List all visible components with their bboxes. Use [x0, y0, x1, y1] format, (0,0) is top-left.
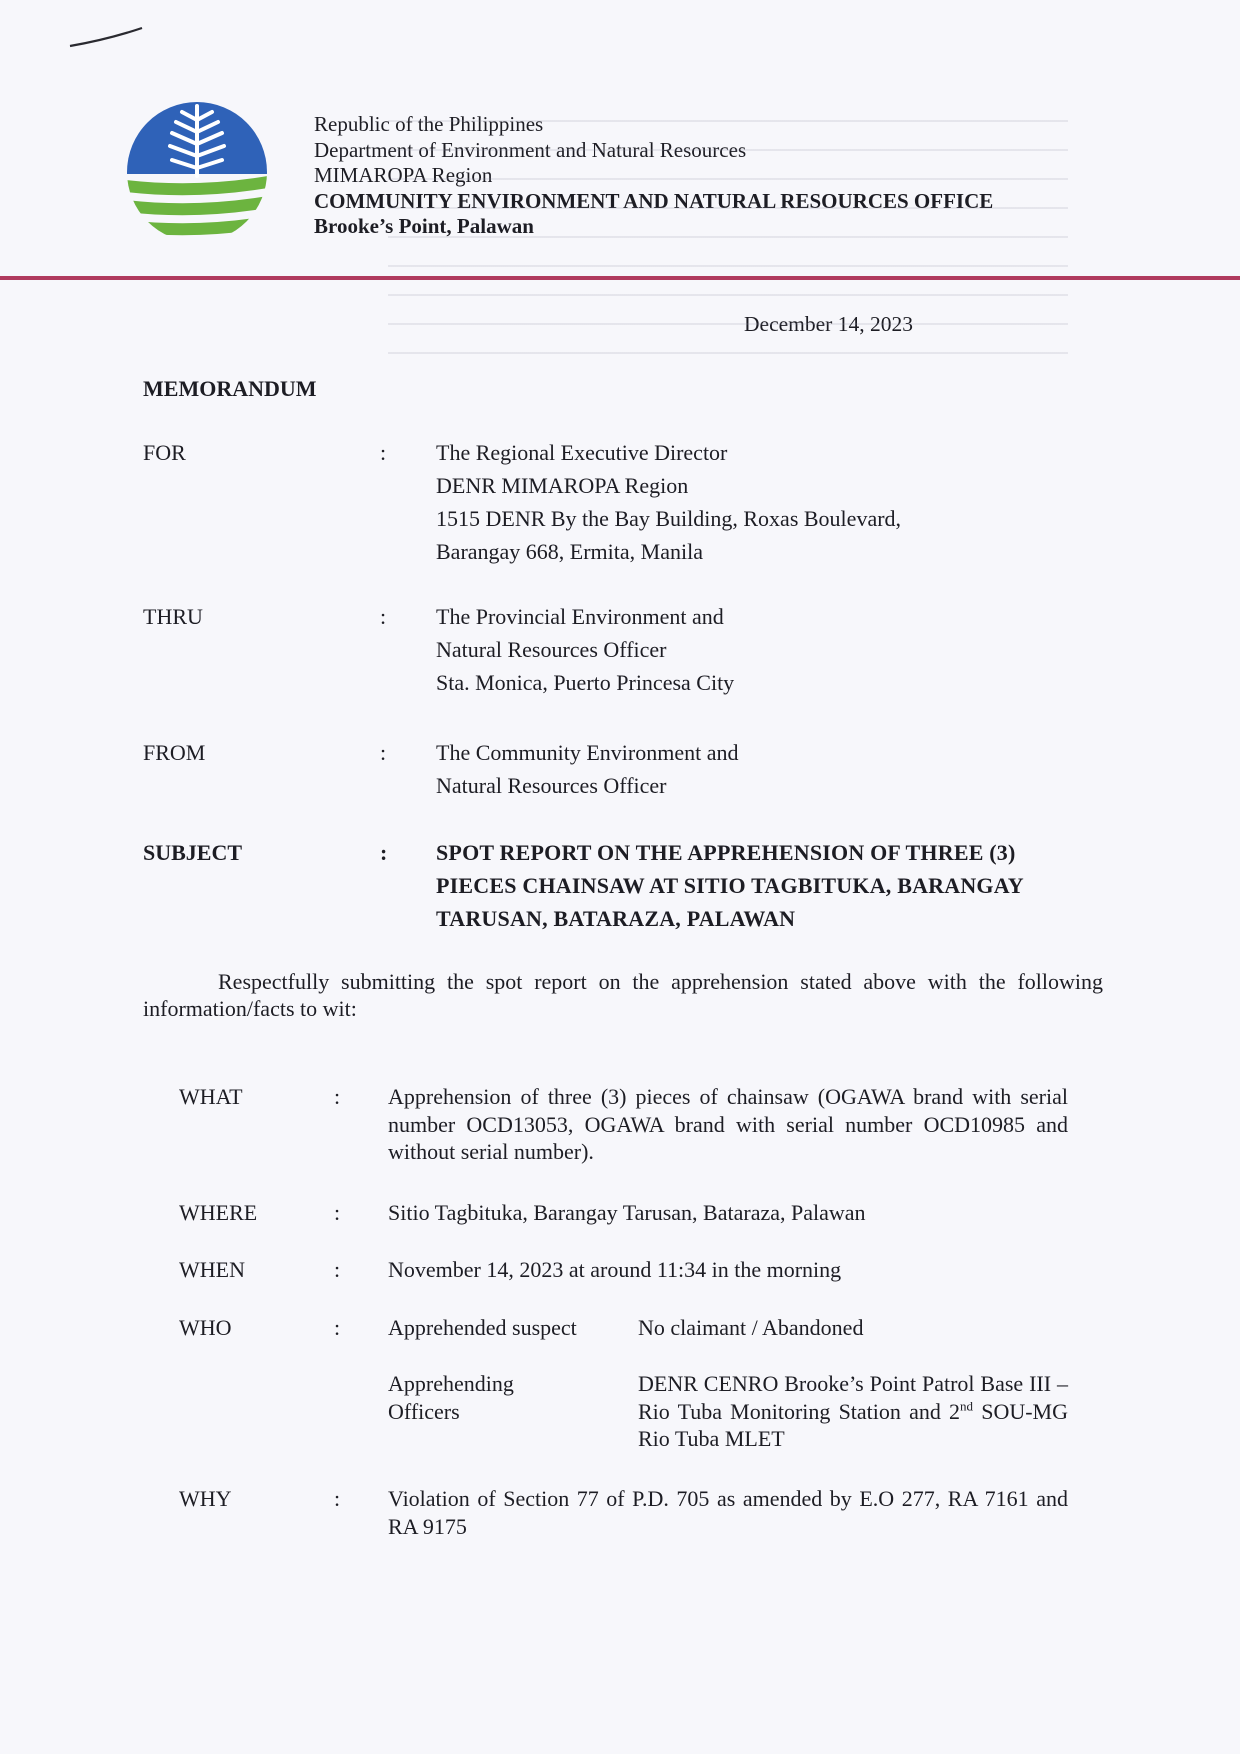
what-value: Apprehension of three (3) pieces of chainsaw (OGAWA brand with serial number OCD13053, OGAWA brand with serial number OCD10985 and without serial number).: [388, 1084, 1068, 1164]
from-line: Natural Resources Officer: [436, 773, 667, 798]
from-label: FROM: [143, 740, 206, 765]
when-colon: :: [334, 1257, 341, 1282]
pen-stroke-mark: [68, 22, 148, 52]
subject-line: SPOT REPORT ON THE APPREHENSION OF THREE (3): [436, 840, 1016, 865]
header-region: MIMAROPA Region: [314, 163, 493, 187]
why-value: Violation of Section 77 of P.D. 705 as amended by E.O 277, RA 7161 and RA 9175: [388, 1486, 1068, 1539]
from-sender: [436, 736, 1116, 802]
bleed-through-texture: [388, 120, 1068, 380]
who-colon: :: [334, 1315, 341, 1340]
from-colon: :: [380, 740, 387, 765]
why-label: WHY: [179, 1486, 232, 1511]
header-office: COMMUNITY ENVIRONMENT AND NATURAL RESOURCES OFFICE: [314, 188, 994, 213]
subject-label: SUBJECT: [143, 840, 243, 865]
officers-text-b: SOU-MG Rio Tuba MLET: [638, 1398, 1068, 1451]
intro-paragraph: [143, 968, 1103, 1022]
subject-line: TARUSAN, BATARAZA, PALAWAN: [436, 906, 796, 931]
thru-recipient: [436, 600, 1116, 699]
thru-colon: :: [380, 604, 387, 629]
for-colon: :: [380, 440, 387, 465]
who-label: WHO: [179, 1315, 232, 1340]
memo-date: December 14, 2023: [744, 312, 913, 336]
memo-title: MEMORANDUM: [143, 376, 317, 401]
officers-text-a: DENR CENRO Brooke’s Point Patrol Base III – Rio Tuba Monitoring Station and 2: [638, 1371, 1068, 1424]
what-label: WHAT: [179, 1084, 243, 1109]
subject-colon: :: [380, 840, 388, 865]
for-line: The Regional Executive Director: [436, 440, 728, 465]
thru-line: Sta. Monica, Puerto Princesa City: [436, 670, 735, 695]
why-colon: :: [334, 1486, 341, 1511]
header-republic: Republic of the Philippines: [314, 112, 544, 136]
suspect-label: Apprehended suspect: [388, 1315, 577, 1340]
header-location: Brooke’s Point, Palawan: [314, 214, 534, 238]
thru-line: Natural Resources Officer: [436, 637, 667, 662]
what-colon: :: [334, 1084, 341, 1109]
officers-label: Apprehending Officers: [388, 1371, 514, 1424]
where-value: Sitio Tagbituka, Barangay Tarusan, Bataraza, Palawan: [388, 1200, 866, 1225]
for-line: 1515 DENR By the Bay Building, Roxas Boulevard,: [436, 506, 902, 531]
when-label: WHEN: [179, 1257, 245, 1282]
intro-text: Respectfully submitting the spot report on the apprehension stated above with the following information/facts to wit:: [143, 969, 1103, 1021]
when-value: November 14, 2023 at around 11:34 in the morning: [388, 1257, 842, 1282]
thru-line: The Provincial Environment and: [436, 604, 724, 629]
for-line: DENR MIMAROPA Region: [436, 473, 689, 498]
from-line: The Community Environment and: [436, 740, 739, 765]
officers-ordinal: nd: [960, 1398, 974, 1414]
officers-value: [638, 1370, 1068, 1453]
header-department: Department of Environment and Natural Resources: [314, 137, 747, 162]
for-recipient: [436, 436, 1116, 568]
where-colon: :: [334, 1200, 341, 1225]
suspect-value: No claimant / Abandoned: [638, 1315, 864, 1340]
where-label: WHERE: [179, 1200, 258, 1225]
denr-logo-icon: [126, 96, 268, 248]
subject-line: PIECES CHAINSAW AT SITIO TAGBITUKA, BARANGAY: [436, 873, 1024, 898]
for-line: Barangay 668, Ermita, Manila: [436, 539, 703, 564]
for-label: FOR: [143, 440, 186, 465]
thru-label: THRU: [143, 604, 203, 629]
subject-text: [436, 836, 1116, 935]
